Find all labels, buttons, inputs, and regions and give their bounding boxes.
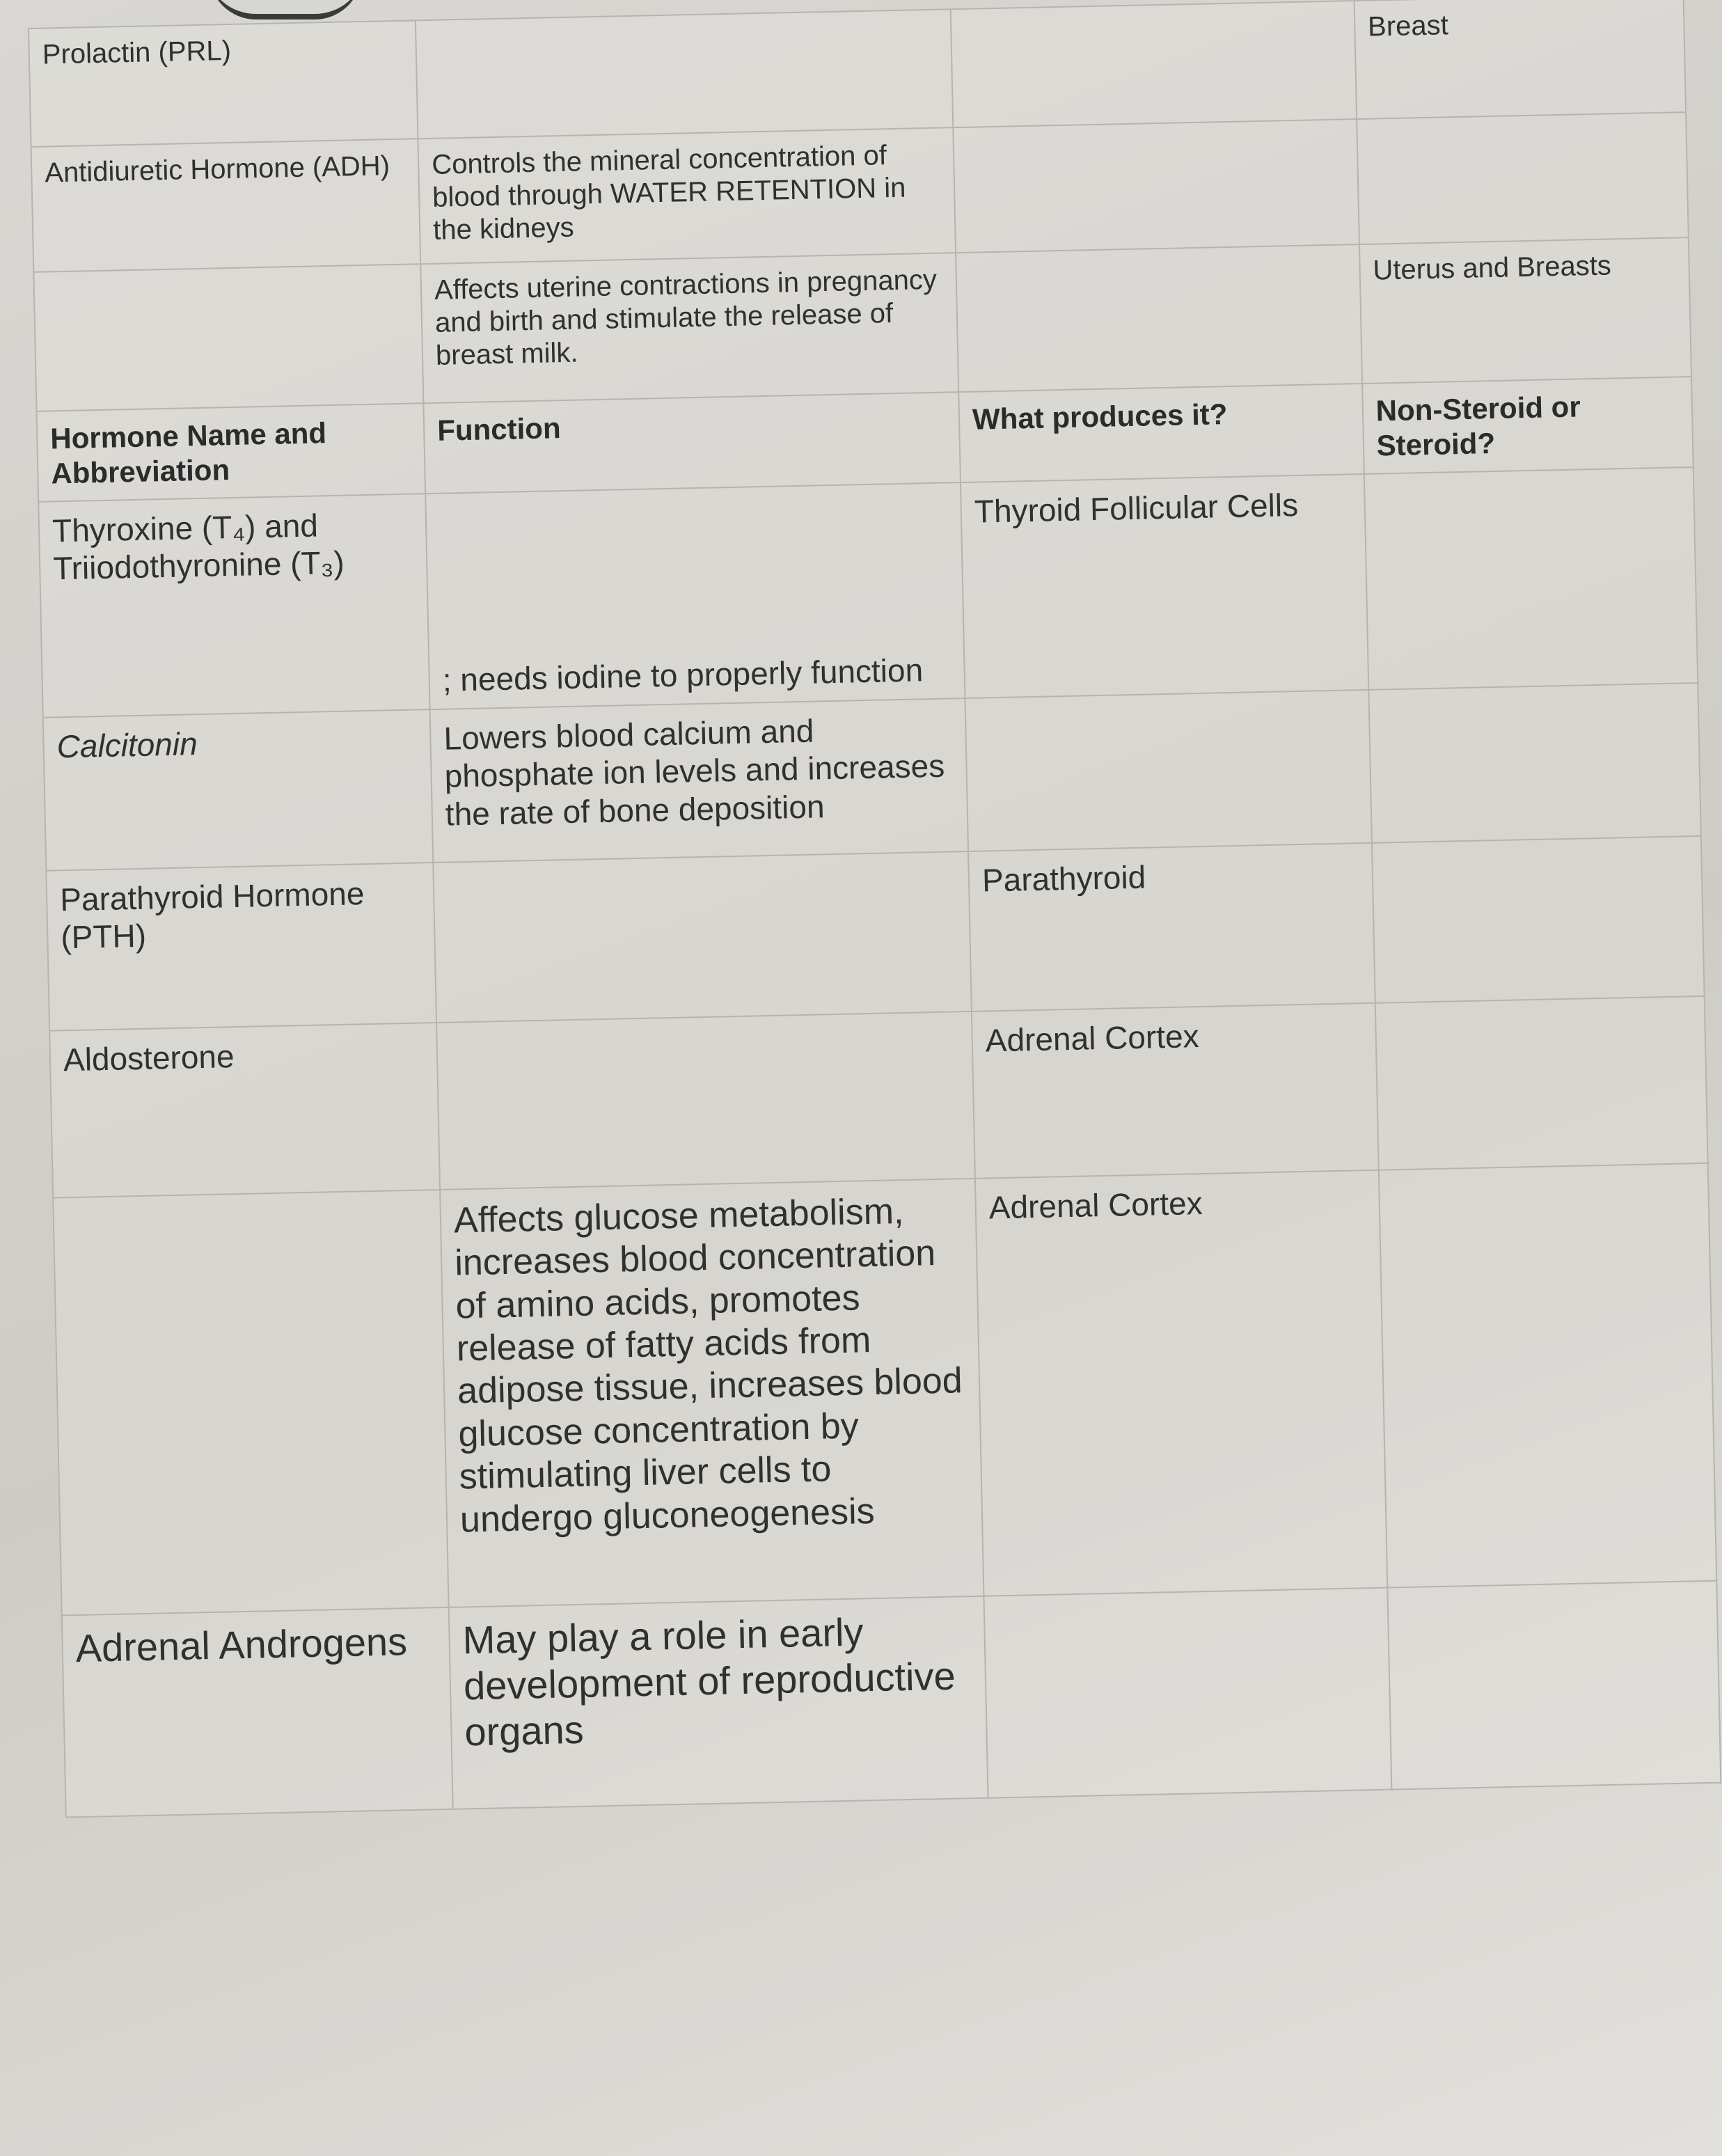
- ink-mark: [209, 0, 362, 19]
- table-row: [53, 1163, 1716, 1616]
- function-cell: Controls the mineral concentration of blood through WATER RETENTION in the kidneys: [418, 127, 956, 264]
- table-row: [62, 1581, 1721, 1818]
- type-cell: Uterus and Breasts: [1359, 237, 1691, 384]
- table-row: [49, 996, 1708, 1198]
- type-cell: [1368, 683, 1701, 843]
- type-cell: [1387, 1581, 1721, 1790]
- table-row: [38, 467, 1698, 718]
- hormone-name-cell: Aldosterone: [49, 1023, 440, 1198]
- function-cell: [436, 1012, 975, 1190]
- type-cell: [1379, 1163, 1717, 1588]
- function-cell: May play a role in early development of reproductive organs: [449, 1596, 988, 1809]
- produced-by-cell: [965, 690, 1372, 851]
- function-cell: Lowers blood calcium and phosphate ion levels and increases the rate of bone deposition: [430, 698, 968, 863]
- hormone-name-cell: Prolactin (PRL): [29, 20, 418, 147]
- function-cell: Affects uterine contractions in pregnancy and birth and stimulate the release of breast milk.: [420, 253, 958, 403]
- function-cell: ; needs iodine to properly function: [425, 482, 965, 709]
- type-cell: Breast: [1354, 0, 1686, 119]
- produced-by-cell: [953, 119, 1359, 253]
- produced-by-cell: [951, 1, 1357, 127]
- hormone-name-cell: Antidiuretic Hormone (ADH): [31, 139, 421, 272]
- type-cell: [1364, 467, 1698, 690]
- header-function: Function: [423, 392, 961, 494]
- function-cell: Affects glucose metabolism, increases blood concentration of amino acids, promotes release of fatty acids from adipose tissue, increases blood glucose concentration by stimulating liver cells to undergo gluconeogenesis: [440, 1179, 984, 1607]
- produced-by-cell: Thyroid Follicular Cells: [961, 474, 1368, 698]
- type-cell: [1375, 996, 1708, 1170]
- function-cell: [433, 851, 972, 1023]
- header-hormone-name: Hormone Name and Abbreviation: [37, 403, 426, 502]
- produced-by-cell: Parathyroid: [968, 843, 1375, 1012]
- produced-by-cell: Adrenal Cortex: [972, 1003, 1379, 1179]
- produced-by-cell: Adrenal Cortex: [975, 1170, 1387, 1596]
- header-steroid-type: Non-Steroid or Steroid?: [1362, 377, 1693, 474]
- function-cell: [416, 9, 953, 139]
- produced-by-cell: [956, 244, 1362, 392]
- hormone-name-cell: Adrenal Androgens: [62, 1607, 453, 1818]
- header-produced-by: What produces it?: [958, 384, 1364, 482]
- type-cell: [1357, 112, 1689, 244]
- produced-by-cell: [984, 1588, 1392, 1798]
- hormone-name-cell: [33, 264, 423, 411]
- hormone-name-cell: Thyroxine (T₄) and Triiodothyronine (T₃): [38, 494, 429, 718]
- hormone-table: [28, 0, 1721, 1818]
- type-cell: [1372, 836, 1705, 1003]
- hormone-name-cell: Calcitonin: [43, 709, 434, 871]
- hormone-name-cell: Parathyroid Hormone (PTH): [46, 863, 436, 1031]
- hormone-name-cell: [53, 1190, 448, 1616]
